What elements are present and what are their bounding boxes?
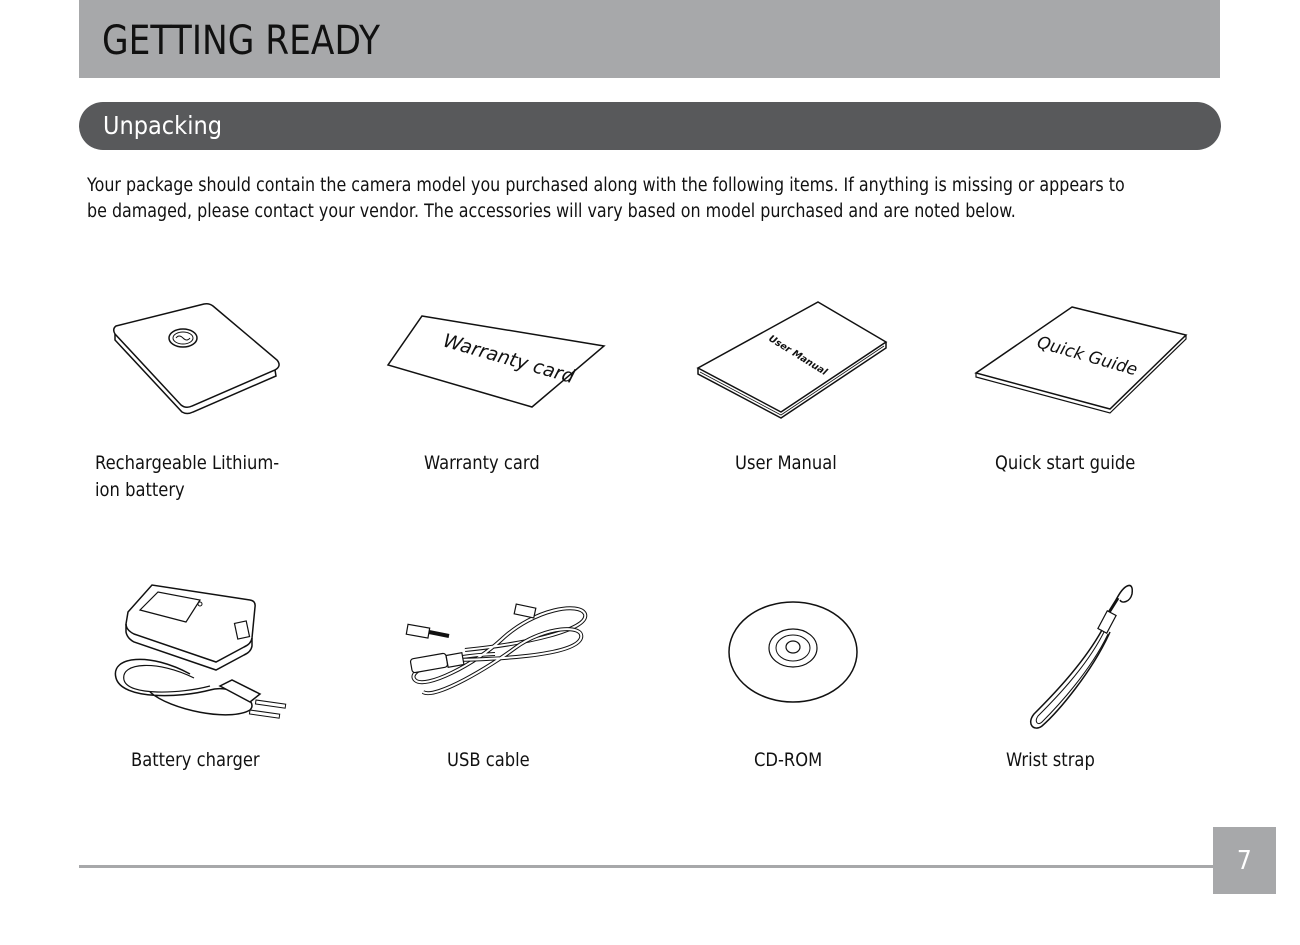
page-number: 7 xyxy=(1237,845,1252,876)
user-manual-print: User Manual xyxy=(766,333,829,378)
item-label: USB cable xyxy=(447,749,530,771)
quick-guide-icon xyxy=(974,305,1190,417)
intro-paragraph xyxy=(87,173,1125,225)
item-label-line: ion battery xyxy=(95,479,185,501)
item-label: CD-ROM xyxy=(754,749,823,771)
page-number-box xyxy=(1213,827,1276,894)
user-manual-icon xyxy=(696,300,890,425)
section-title: Unpacking xyxy=(103,111,222,140)
footer-rule xyxy=(79,865,1214,868)
page-title: GETTING READY xyxy=(102,18,381,64)
item-label: Quick start guide xyxy=(995,452,1136,474)
item-label: User Manual xyxy=(735,452,837,474)
wrist-strap-icon xyxy=(1028,580,1138,732)
quick-guide-print: Quick Guide xyxy=(1034,332,1140,381)
section-bar xyxy=(79,102,1221,150)
item-label: Warranty card xyxy=(424,452,540,474)
intro-line: be damaged, please contact your vendor. The accessories will vary based on model purchased and are noted below. xyxy=(87,201,1016,222)
item-label: Battery charger xyxy=(131,749,260,771)
cd-rom-icon xyxy=(726,600,860,704)
warranty-card-icon xyxy=(386,312,608,412)
item-label xyxy=(95,450,279,504)
usb-cable-icon xyxy=(405,600,593,710)
battery-icon xyxy=(112,300,284,415)
item-label: Wrist strap xyxy=(1006,749,1095,771)
item-label-line: Rechargeable Lithium- xyxy=(95,452,280,474)
warranty-card-print: Warranty card xyxy=(440,329,577,389)
intro-line: Your package should contain the camera model you purchased along with the following items. If anything is missing or appears to xyxy=(87,175,1125,196)
battery-charger-icon xyxy=(110,582,290,730)
